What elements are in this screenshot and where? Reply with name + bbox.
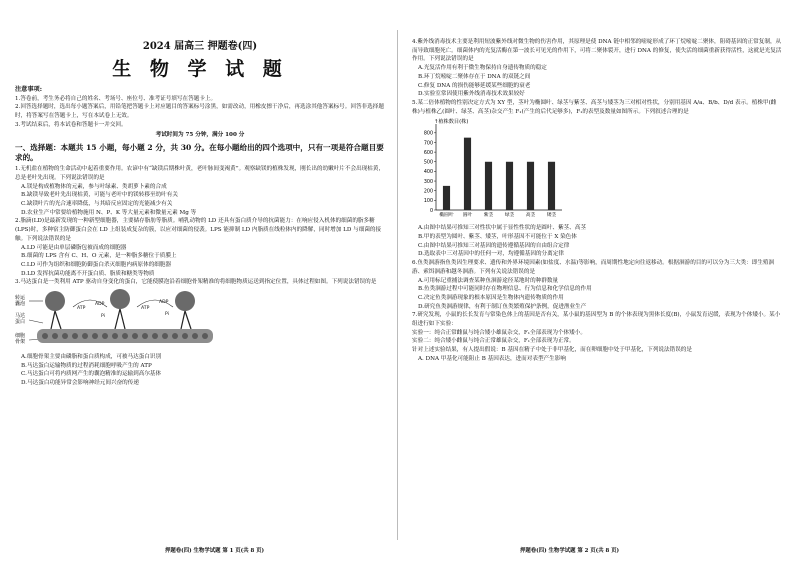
y-tick-label: 600 (423, 151, 433, 157)
chart-svg (412, 116, 572, 224)
question-stem: 5.某二倍体植物的性别决定方式为 XY 型，茎叶为椭圆叶、绿茎与紫茎、高茎与矮茎为三对相对性状，分别用基因 A/a、B/b、D/d 表示。植株甲(雌株)与植株乙(圆叶、绿茎、高茎)杂交产生 F₁(产生的后代足够多)，F₁的表型及数量如图所示。下列叙述合理的是 (412, 99, 777, 115)
option-c: C.由图中结果可推知三对基因的遗传遵循基因的自由组合定律 (418, 242, 570, 249)
footer-right: 押题卷(四) 生物学试题 第 2 页(共 8 页) (520, 548, 620, 554)
bar (506, 162, 513, 210)
x-tick-label: 高茎 (525, 213, 536, 219)
option-a: A.LD 可能是由单层磷脂包被而成的细胞器 (21, 244, 127, 251)
y-tick-label: 300 (423, 180, 433, 186)
notice-item: 3.考试结束后，将本试卷和答题卡一并交回。 (15, 121, 127, 128)
option-c: C.修复 DNA 的损伤能够延缓某些细胞的衰老 (418, 82, 531, 89)
question-stem: 4.紫外线消毒技术主要是利用短波紫外线对微生物的伤害作用，其原理是使 DNA 链中相邻的嘧啶形成了环丁烷嘧啶二聚体，阻碍基因的正常复制，从而导致细胞死亡。细菌体内的光复活酶在第一波长可见光的作用下，可将二聚体裂开，进行 DNA 的修复，使失活的细菌重新获得活性，这就是光复活作用。下列说法错误的是 (412, 39, 782, 63)
right-column (412, 38, 782, 364)
x-tick-label: 矮茎 (546, 213, 557, 219)
diagram-label: 马达 (15, 313, 26, 320)
y-tick-label: 500 (423, 160, 433, 166)
question-stem: 1.无机盐在植物的生命活动中起着重要作用。农谚中有“缺镁后期株叶黄，老叶脉间变褐黄”。观察缺镁的植株发现，刚长出的幼嫩叶片不会出现枯黄，总是老叶先出现。下列说法错误的是 (15, 166, 385, 181)
x-tick-label: 圆叶 (462, 213, 473, 219)
diagram-label: 转运 (15, 295, 26, 302)
y-tick-label: 700 (423, 141, 433, 147)
bar (527, 162, 534, 210)
option-d: D.研究鱼类洄游规律，有利于制订鱼类繁殖保护条例，促进渔业生产 (418, 303, 587, 310)
page-divider (397, 30, 398, 540)
diagram-label: 囊泡 (15, 301, 26, 308)
section-heading: 一、选择题：本题共 15 小题，每小题 2 分，共 30 分。在每小题给出的四个选项中，只有一项是符合题目要求的。 (15, 143, 384, 163)
option-d: D.LD 发挥抗菌功能离不开蛋白质、脂质和糖类等物质 (21, 270, 155, 277)
diagram-label: 骨架 (15, 339, 26, 346)
pi-label: Pi (101, 314, 105, 320)
footer-left: 押题卷(四) 生物学试题 第 1 页(共 8 页) (165, 548, 265, 554)
y-tick-label: 0 (429, 209, 433, 215)
atp-label: ATP (141, 306, 150, 312)
option-d: D.马达蛋白功能异常会影响神经元间兴奋的传递 (21, 380, 139, 387)
option-a: A.镁是构成植物体的元素，参与叶绿素、类胡萝卜素的合成 (21, 183, 167, 190)
option-a: A.光复活作用有利于微生物保持自身遗传物质的稳定 (418, 65, 547, 72)
x-tick-label: 紫茎 (483, 213, 494, 219)
hypothesis-line: 针对上述实验结果，有人提出假说：B 基因在精子中处于非甲基化，而在卵细胞中处于甲基化，下列说法错误的是 (412, 347, 692, 354)
option-d: D.农业生产中常要给植物施用 N、P、K 等大量元素和微量元素 Mg 等 (21, 209, 197, 216)
motor-protein-diagram (15, 287, 215, 353)
atp-label: ATP (77, 306, 86, 312)
diagram-label: 细胞 (15, 333, 26, 340)
notice-heading: 注意事项: (15, 86, 43, 93)
diagram-label: 蛋白 (15, 319, 26, 326)
x-tick-label: 椭圆叶 (439, 213, 454, 219)
option-b: B.缺镁导致老叶先出现枯黄，可能与老叶中的镁转移至幼叶有关 (21, 192, 178, 199)
chart-title: ↑植株数目(株) (434, 119, 469, 126)
bar (548, 162, 555, 210)
time-info: 考试时间为 75 分钟，满分 100 分 (155, 131, 245, 138)
adp-label: ADP (159, 300, 169, 306)
adp-label: ADP (95, 302, 105, 308)
option-c: C.缺镁叶片的光合速率降低，与其暗反应固定的光能减少有关 (21, 201, 173, 208)
question-stem: 7.研究发现，小鼠的长长发育与常染色体上的基因是否有关，某小鼠的基因型为 B 的个体表现为黑体长度(B)，小鼠发育迟缓，表现为个体矮小。某小组进行如下实验： (412, 312, 781, 328)
exam-title: 2024 届高三 押题卷(四) (142, 41, 258, 52)
option-b: B.环丁烷嘧啶二聚体存在于 DNA 的双链之间 (418, 73, 531, 80)
bar (485, 162, 492, 210)
question-stem: 3.马达蛋白是一类利用 ATP 驱动自身变化的蛋白，它能使膜泡沿着细胞骨架精准的将细胞物质运送到指定位置，具体过程如图。下列说法错误的是 (15, 279, 377, 286)
notice-item: 2.回答选择题时，选出每小题答案后，用铅笔把答题卡上对应题目的答案标号涂黑，如需改动，用橡皮擦干净后，再选涂其他答案标号。回答非选择题时，将答案写在答题卡上，写在本试卷上无效。 (15, 104, 384, 120)
option-d: D.实验室常因使用紫外线消毒技术效果较好 (418, 91, 525, 98)
option-c: C.LD 可作为组织和细胞防御蛋白杀灭细胞内病原体的细胞器 (21, 261, 172, 268)
y-tick-label: 400 (423, 170, 433, 176)
question-stem: 6.鱼类洄游指鱼类因生理要求、遗传和外界环境因素(如盐度、水温)等影响，而周期性地定向往返移动。根据洄游的目的可以分为三大类：即生殖洄游、索饵洄游和越冬洄游。下列有关说法错误的是 (412, 260, 775, 275)
option-d: D.选取表中三对基因中的任何一对，均遵循基因的分离定律 (418, 251, 564, 258)
option-a: A.细胞骨架主要由磷脂和蛋白质构成，可被马达蛋白识别 (21, 354, 162, 361)
option-b: B.细菌的 LPS 含有 C、H、O 元素，是一种脂多糖位于质膜上 (21, 253, 177, 260)
option-a: A.由图中结果可推知三对性状中属于显性性状的是圆叶、紫茎、高茎 (418, 225, 587, 232)
bar (464, 138, 471, 210)
option-a: A.可用标记重捕法调查某种鱼洄游途径某地时的种群数量 (418, 277, 559, 284)
diagram-svg (15, 287, 215, 353)
option-b: B.马达蛋白运输物质的过程消耗细胞呼吸产生的 ATP (21, 362, 152, 369)
option-c: C.马达蛋白可将内质网产生的囊泡精准的运输到高尔基体 (21, 371, 162, 378)
x-tick-label: 绿茎 (504, 213, 515, 219)
notice-item: 1.答卷前，考生务必将自己的姓名、考场号、座位号、准考证号填写在答题卡上。 (15, 95, 217, 102)
option-b: B.鱼类洄游过程中可能同时存在物理信息、行为信息和化学信息的作用 (418, 286, 592, 293)
y-tick-label: 800 (423, 131, 433, 137)
y-tick-label: 100 (423, 199, 433, 205)
subject-title: 生 物 学 试 题 (112, 58, 288, 80)
experiment-line: 实验一：纯合正常雌鼠与纯合矮小雄鼠杂交，F₁全部表现为个体矮小。 (412, 329, 586, 336)
option-a: A. DNA 甲基化可能阻止 B 基因表达，进而对表型产生影响 (418, 355, 566, 362)
experiment-line: 实验二：纯合矮小雌鼠与纯合正常雄鼠杂交，F₁全部表现为正常。 (412, 338, 575, 345)
bar (443, 186, 450, 210)
question-stem: 2.脂滴(LD)是最新发现的一种新型细胞器，主要储存脂肪等脂质。哺乳动物的 LD 还具有蛋白质介导的抗菌能力：在响应侵入机体的细菌的脂多糖(LPS)时，多种宿主防御蛋白会在 LD 上组装成复杂的簇，以应对细菌的侵袭。LPS 能抑制 LD 内脂质在线粒体内的降解，同时增加 LD 与细菌的接触。下列说法错误的是 (15, 218, 382, 242)
left-column (15, 36, 385, 388)
option-c: C.决定鱼类洄游现象的根本原因是生物体内遗传物质的作用 (418, 294, 564, 301)
pi-label: Pi (165, 312, 169, 318)
option-b: B.甲的表型为圆叶、紫茎、矮茎，叶形基因不可能位于 X 染色体 (418, 234, 577, 241)
phenotype-bar-chart (412, 116, 572, 224)
vesicle-icon (45, 291, 65, 311)
vesicle-icon (175, 291, 195, 311)
vesicle-icon (110, 289, 130, 309)
y-tick-label: 200 (423, 189, 433, 195)
